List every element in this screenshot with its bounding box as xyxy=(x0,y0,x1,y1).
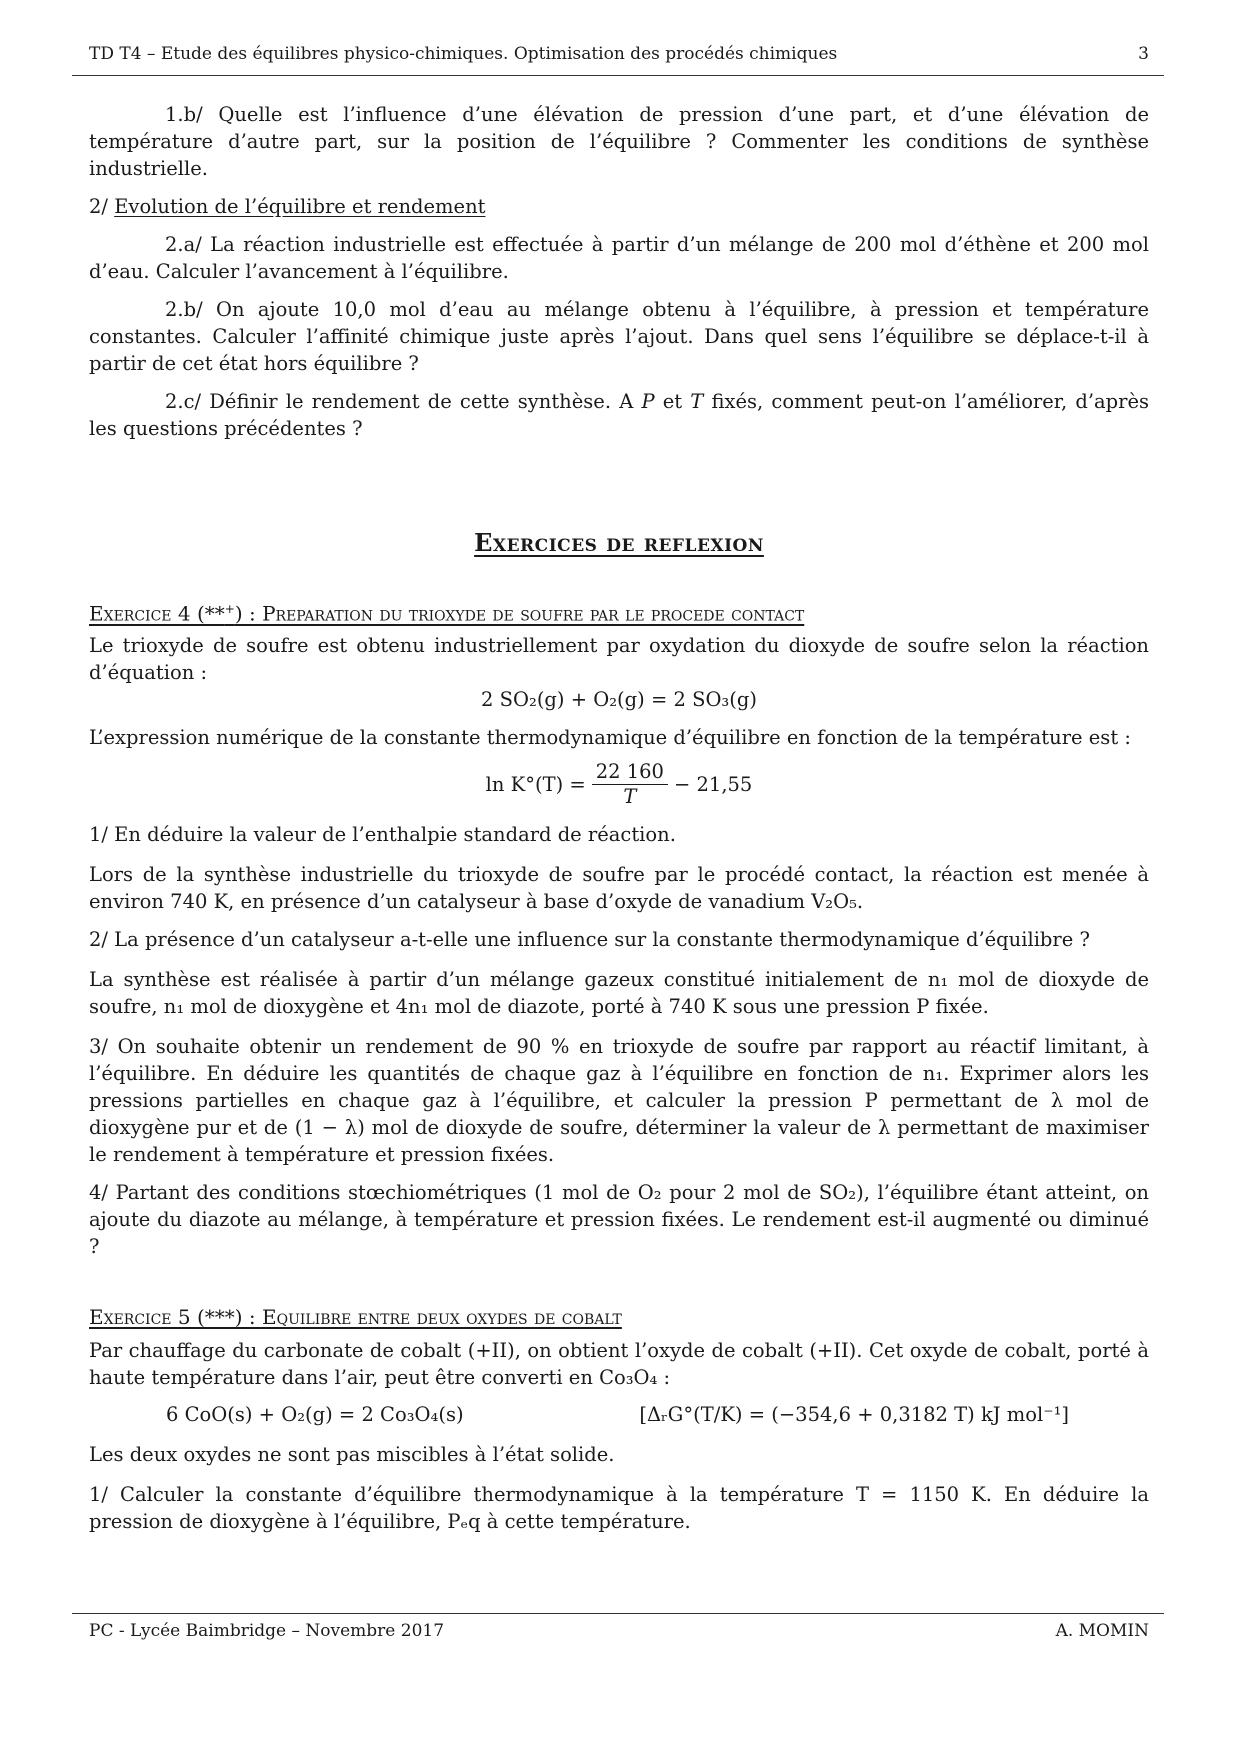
lnK-right: − 21,55 xyxy=(673,773,753,797)
symbol-P: P xyxy=(641,390,655,413)
header-divider xyxy=(72,75,1164,76)
ex4-reaction-equation: 2 SO₂(g) + O₂(g) = 2 SO₃(g) xyxy=(481,687,757,711)
ex5-equation-row xyxy=(89,1401,1149,1428)
symbol-T: T xyxy=(690,390,704,413)
question-1b: 1.b/ Quelle est l’influence d’une élévation de pression d’une part, et d’une élévation de température d’autre part, sur la position de l’équilibre ? Commenter les conditions de synthèse industrielle. xyxy=(89,103,1149,180)
page-footer xyxy=(89,1620,1149,1642)
question-2b: 2.b/ On ajoute 10,0 mol d’eau au mélange obtenu à l’équilibre, à pression et température constantes. Calculer l’affinité chimique juste après l’ajout. Dans quel sens l’équilibre se déplace-t-il à partir de cet état hors équilibre ? xyxy=(89,298,1149,375)
ex4-intro: Le trioxyde de soufre est obtenu industriellement par oxydation du dioxyde de soufre selon la réaction d’équation : xyxy=(89,633,1149,684)
ex4-mixture: La synthèse est réalisée à partir d’un mélange gazeux constitué initialement de n₁ mol de dioxyde de soufre, n₁ mol de dioxygène et 4n₁ mol de diazote, porté à 740 K sous une pression P fixée. xyxy=(89,967,1149,1018)
ex4-question-3: 3/ On souhaite obtenir un rendement de 90 % en trioxyde de soufre par rapport au réactif limitant, à l’équilibre. En déduire les quantités de chaque gaz à l’équilibre en fonction de n₁. Exprimer alors les pressions partielles en chaque gaz à l’équilibre, et calculer la pression P permettant de λ mol de dioxygène pur et de (1 − λ) mol de dioxyde de soufre, déterminer la valeur de λ permettant de maximiser le rendement à température et pression fixées. xyxy=(89,1034,1149,1166)
footer-author: A. MOMIN xyxy=(1055,1621,1149,1641)
lnK-numerator: 22 160 xyxy=(592,760,668,785)
question-2a: 2.a/ La réaction industrielle est effectuée à partir d’un mélange de 200 mol d’éthène et 200 mol d’eau. Calculer l’avancement à l’équilibre. xyxy=(89,233,1149,283)
ex4-lnK-equation xyxy=(89,757,1149,813)
ex4-k-intro: L’expression numérique de la constante thermodynamique d’équilibre en fonction de la température est : xyxy=(89,725,1131,749)
ex5-gibbs-expression: [ΔᵣG°(T/K) = (−354,6 + 0,3182 T) kJ mol⁻¹] xyxy=(639,1402,1069,1426)
section-title: Exercices de reflexion xyxy=(474,528,764,557)
ex4-industrial: Lors de la synthèse industrielle du trioxyde de soufre par le procédé contact, la réaction est menée à environ 740 K, en présence d’un catalyseur à base d’oxyde de vanadium V₂O₅. xyxy=(89,862,1149,913)
lnK-denominator: T xyxy=(623,785,637,809)
exercise-5-title: Exercice 5 (***) : Equilibre entre deux oxydes de cobalt xyxy=(89,1304,622,1329)
ex5-question-1: 1/ Calculer la constante d’équilibre thermodynamique à la température T = 1150 K. En déduire la pression de dioxygène à l’équilibre, Pₑq à cette température. xyxy=(89,1482,1149,1533)
ex4-question-1: 1/ En déduire la valeur de l’enthalpie standard de réaction. xyxy=(89,822,676,846)
header-title: TD T4 – Etude des équilibres physico-chimiques. Optimisation des procédés chimiques xyxy=(89,44,838,64)
exercise-4-title: Exercice 4 (**+) : Preparation du trioxyde de soufre par le procede contact xyxy=(89,601,805,626)
footer-divider xyxy=(72,1613,1164,1614)
page-number: 3 xyxy=(1138,44,1149,64)
section-2-title: Evolution de l’équilibre et rendement xyxy=(114,195,486,218)
lnK-fraction xyxy=(592,760,668,809)
ex4-question-2: 2/ La présence d’un catalyseur a-t-elle une influence sur la constante thermodynamique d’équilibre ? xyxy=(89,927,1090,951)
ex4-question-4: 4/ Partant des conditions stœchiométriques (1 mol de O₂ pour 2 mol de SO₂), l’équilibre étant atteint, on ajoute du diazote au mélange, à température et pression fixées. Le rendement est-il augmenté ou diminué ? xyxy=(89,1180,1149,1258)
page-content xyxy=(89,101,1149,1535)
footer-left: PC - Lycée Baimbridge – Novembre 2017 xyxy=(89,1621,445,1641)
ex5-intro: Par chauffage du carbonate de cobalt (+II), on obtient l’oxyde de cobalt (+II). Cet oxyde de cobalt, porté à haute température dans l’air, peut être converti en Co₃O₄ : xyxy=(89,1338,1149,1389)
page-header xyxy=(89,43,1149,65)
question-2c: 2.c/ Définir le rendement de cette synthèse. A P et T fixés, comment peut-on l’améliorer, d’après les questions précédentes ? xyxy=(89,390,1149,440)
section-2-heading xyxy=(89,193,1149,220)
lnK-left: ln K°(T) = xyxy=(485,773,586,797)
ex5-reaction-equation: 6 CoO(s) + O₂(g) = 2 Co₃O₄(s) xyxy=(166,1402,464,1426)
ex5-miscibility: Les deux oxydes ne sont pas miscibles à l’état solide. xyxy=(89,1442,615,1466)
section-2-number: 2/ xyxy=(89,195,115,218)
